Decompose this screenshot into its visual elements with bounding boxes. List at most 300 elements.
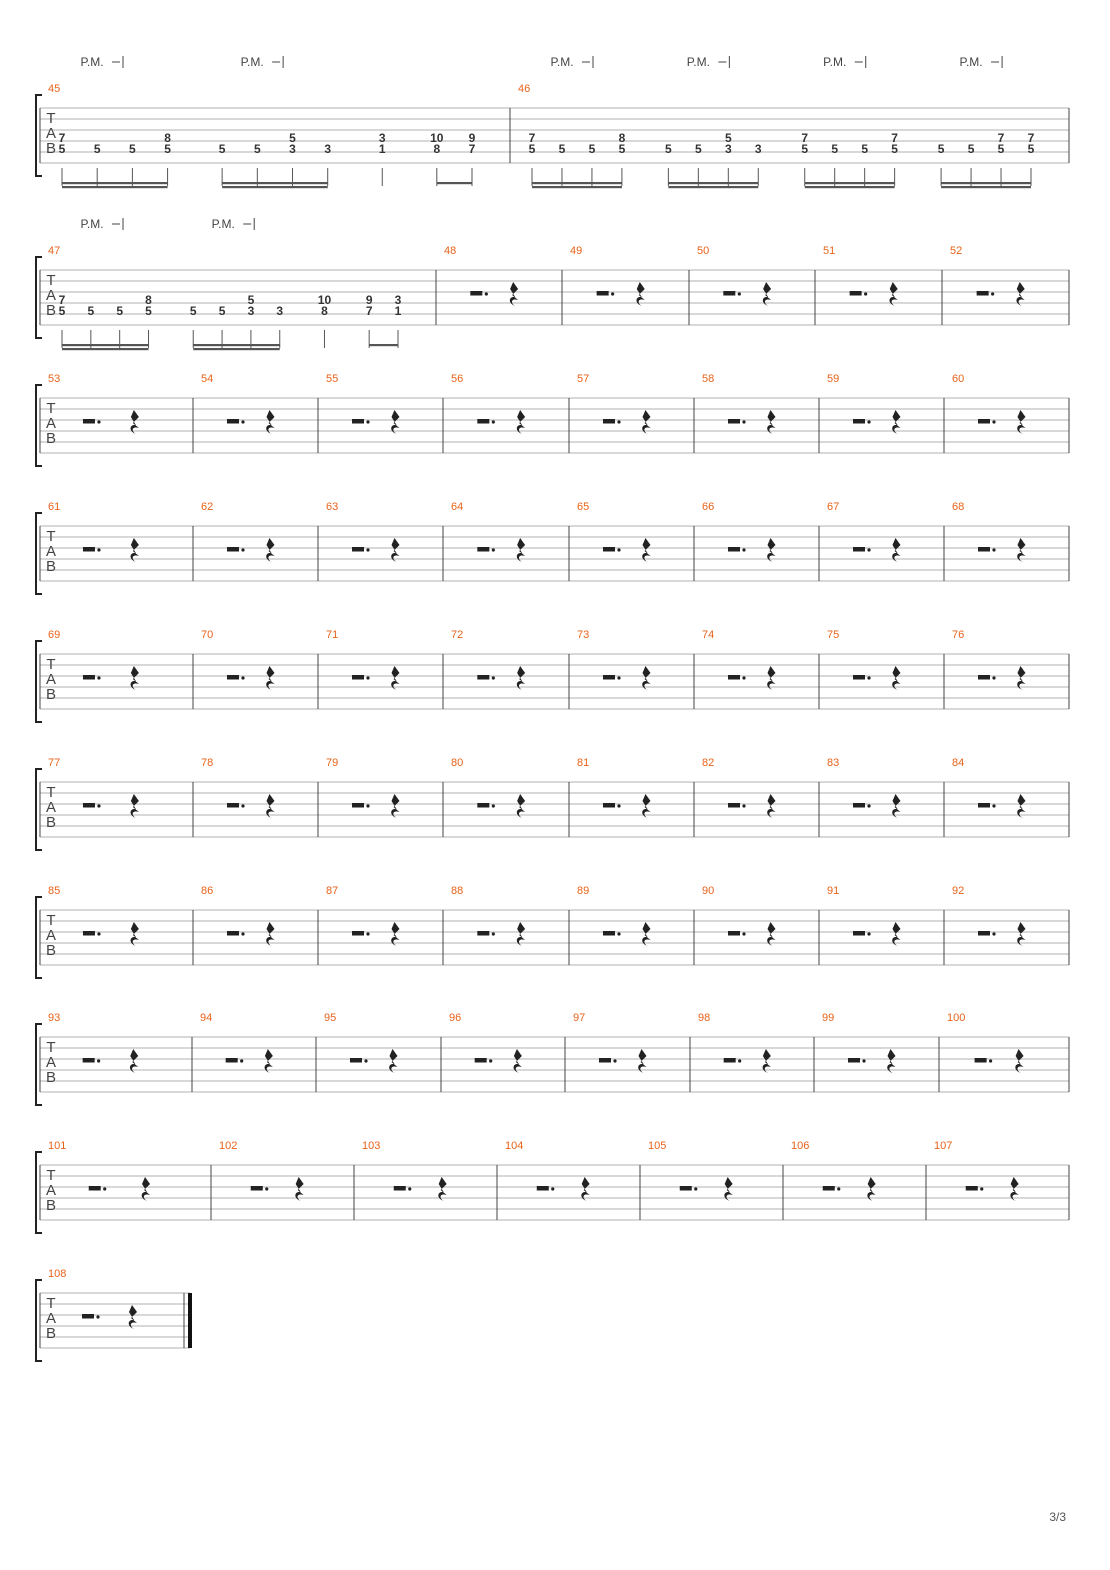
fret-number: 7	[365, 304, 373, 318]
quarter-rest	[767, 922, 775, 946]
quarter-rest	[581, 1177, 589, 1201]
palm-mute-label: P.M.	[823, 55, 847, 69]
fret-number: 5	[528, 142, 536, 156]
quarter-rest	[638, 1049, 646, 1073]
rest-dot	[617, 932, 620, 935]
rest-dot	[837, 1187, 840, 1190]
measure-number: 84	[952, 757, 965, 769]
tab-clef-letter: B	[45, 302, 57, 319]
quarter-rest	[892, 794, 900, 818]
measure-number: 66	[702, 501, 715, 513]
tab-clef-letter: B	[45, 1069, 57, 1086]
quarter-rest	[892, 666, 900, 690]
tab-system-2	[36, 217, 1069, 350]
quarter-rest	[514, 1049, 522, 1073]
half-rest	[89, 1186, 101, 1191]
half-rest	[728, 803, 740, 808]
system-bracket	[36, 1152, 42, 1233]
system-bracket	[36, 513, 42, 594]
rest-dot	[867, 420, 870, 423]
half-rest	[823, 1186, 835, 1191]
measure-number: 83	[827, 757, 840, 769]
half-rest	[251, 1186, 263, 1191]
half-rest	[394, 1186, 406, 1191]
measure-number: 95	[324, 1012, 337, 1024]
measure-number: 85	[48, 885, 61, 897]
fret-number: 5	[218, 142, 226, 156]
rest-dot	[867, 932, 870, 935]
measure-number: 61	[48, 501, 61, 513]
quarter-rest	[129, 1305, 137, 1329]
half-rest	[227, 675, 239, 680]
beam	[369, 344, 398, 346]
rest-dot	[738, 1059, 741, 1062]
rest-dot	[241, 676, 244, 679]
rest-dot	[991, 292, 994, 295]
fret-number: 3	[289, 142, 296, 156]
tab-clef-letter: T	[46, 656, 56, 673]
rest-dot	[862, 1059, 865, 1062]
quarter-rest	[142, 1177, 150, 1201]
measure-number: 70	[201, 629, 214, 641]
fret-number: 3	[378, 131, 386, 145]
rest-dot	[241, 804, 244, 807]
quarter-rest	[642, 794, 650, 818]
half-rest	[226, 1058, 238, 1063]
fret-number: 5	[665, 142, 672, 156]
half-rest	[83, 931, 95, 936]
rest-dot	[617, 420, 620, 423]
quarter-rest	[130, 1049, 138, 1073]
fret-number: 1	[378, 142, 386, 156]
quarter-rest	[295, 1177, 303, 1201]
quarter-rest	[642, 410, 650, 434]
fret-number: 5	[164, 142, 171, 156]
palm-mute-label: P.M.	[80, 55, 104, 69]
half-rest	[83, 803, 95, 808]
fret-number: 7	[58, 131, 66, 145]
quarter-rest	[1017, 538, 1025, 562]
quarter-rest	[892, 410, 900, 434]
rest-dot	[992, 932, 995, 935]
measure-number: 106	[791, 1140, 810, 1152]
half-rest	[599, 1058, 611, 1063]
measure-number: 49	[570, 245, 583, 257]
measure-number: 71	[326, 629, 339, 641]
fret-number: 7	[468, 142, 476, 156]
measure-number: 62	[201, 501, 214, 513]
measure-number: 92	[952, 885, 965, 897]
half-rest	[82, 1314, 94, 1319]
beam	[668, 182, 758, 184]
measure-number: 77	[48, 757, 61, 769]
half-rest	[227, 419, 239, 424]
fret-number: 5	[289, 131, 296, 145]
half-rest	[978, 419, 990, 424]
tab-clef-letter: T	[46, 400, 56, 417]
quarter-rest	[266, 794, 274, 818]
tab-clef-letter: T	[46, 1167, 56, 1184]
rest-dot	[551, 1187, 554, 1190]
quarter-rest	[1016, 282, 1024, 306]
measure-number: 105	[648, 1140, 667, 1152]
measure-number: 53	[48, 373, 61, 385]
fret-number: 10	[317, 293, 332, 307]
fret-number: 3	[247, 304, 255, 318]
rest-dot	[241, 932, 244, 935]
beam	[532, 182, 622, 184]
fret-number: 5	[588, 142, 596, 156]
tab-clef-letter: A	[45, 1310, 57, 1327]
rest-dot	[694, 1187, 697, 1190]
system-bracket	[36, 769, 42, 850]
quarter-rest	[1017, 410, 1025, 434]
system-bracket	[36, 641, 42, 722]
measure-number: 91	[827, 885, 840, 897]
half-rest	[537, 1186, 549, 1191]
tab-clef-letter: T	[46, 784, 56, 801]
tab-clef-letter: B	[45, 140, 57, 157]
rest-dot	[492, 804, 495, 807]
measure-number: 96	[449, 1012, 462, 1024]
quarter-rest	[266, 410, 274, 434]
half-rest	[603, 419, 615, 424]
quarter-rest	[391, 538, 399, 562]
quarter-rest	[1010, 1177, 1018, 1201]
fret-number: 1	[394, 304, 402, 318]
fret-number: 5	[116, 304, 124, 318]
system-bracket	[36, 1024, 42, 1105]
fret-number: 7	[58, 293, 66, 307]
fret-number: 5	[145, 304, 152, 318]
beam	[193, 348, 280, 350]
fret-number: 5	[1027, 142, 1035, 156]
fret-number: 8	[618, 131, 626, 145]
quarter-rest	[131, 666, 139, 690]
rest-dot	[492, 548, 495, 551]
quarter-rest	[1017, 666, 1025, 690]
tab-clef-letter: B	[45, 942, 57, 959]
quarter-rest	[642, 538, 650, 562]
rest-dot	[742, 932, 745, 935]
fret-number: 5	[189, 304, 197, 318]
rest-dot	[992, 804, 995, 807]
fret-number: 3	[276, 304, 284, 318]
half-rest	[352, 931, 364, 936]
fret-number: 5	[218, 304, 226, 318]
quarter-rest	[391, 666, 399, 690]
rest-dot	[617, 804, 620, 807]
tab-system-4	[36, 501, 1069, 594]
rest-dot	[492, 676, 495, 679]
fret-number: 5	[558, 142, 566, 156]
quarter-rest	[517, 538, 525, 562]
half-rest	[350, 1058, 362, 1063]
half-rest	[597, 291, 609, 296]
fret-number: 5	[891, 142, 898, 156]
tab-system-7	[36, 885, 1069, 978]
measure-number: 68	[952, 501, 965, 513]
measure-number: 46	[518, 83, 531, 95]
rest-dot	[408, 1187, 411, 1190]
quarter-rest	[763, 282, 771, 306]
measure-number: 48	[444, 245, 457, 257]
quarter-rest	[636, 282, 644, 306]
fret-number: 3	[724, 142, 732, 156]
measure-number: 82	[702, 757, 715, 769]
half-rest	[977, 291, 989, 296]
beam	[62, 348, 149, 350]
half-rest	[728, 931, 740, 936]
fret-number: 8	[145, 293, 152, 307]
half-rest	[853, 803, 865, 808]
rest-dot	[742, 804, 745, 807]
half-rest	[83, 675, 95, 680]
fret-number: 9	[468, 131, 476, 145]
fret-number: 5	[129, 142, 136, 156]
rest-dot	[867, 804, 870, 807]
quarter-rest	[887, 1049, 895, 1073]
palm-mute-label: P.M.	[686, 55, 710, 69]
half-rest	[848, 1058, 860, 1063]
tab-clef-letter: T	[46, 1295, 56, 1312]
fret-number: 5	[58, 142, 66, 156]
half-rest	[603, 803, 615, 808]
fret-number: 7	[528, 131, 536, 145]
measure-number: 52	[950, 245, 963, 257]
fret-number: 7	[801, 131, 809, 145]
fret-number: 5	[724, 131, 732, 145]
quarter-rest	[642, 922, 650, 946]
beam	[62, 182, 168, 184]
measure-number: 89	[577, 885, 590, 897]
rest-dot	[366, 804, 369, 807]
fret-number: 5	[247, 293, 255, 307]
system-bracket	[36, 897, 42, 978]
half-rest	[83, 419, 95, 424]
half-rest	[227, 931, 239, 936]
beam	[222, 182, 328, 184]
measure-number: 47	[48, 245, 61, 257]
measure-number: 97	[573, 1012, 586, 1024]
rest-dot	[989, 1059, 992, 1062]
fret-number: 10	[430, 131, 444, 145]
half-rest	[966, 1186, 978, 1191]
tab-clef-letter: A	[45, 543, 57, 560]
tab-clef-letter: B	[45, 1197, 57, 1214]
half-rest	[475, 1058, 487, 1063]
final-barline	[188, 1293, 192, 1348]
half-rest	[728, 675, 740, 680]
measure-number: 102	[219, 1140, 238, 1152]
fret-number: 5	[253, 142, 261, 156]
rest-dot	[97, 804, 100, 807]
half-rest	[723, 291, 735, 296]
half-rest	[975, 1058, 987, 1063]
tab-system-1	[36, 55, 1069, 188]
beam	[62, 344, 149, 346]
measure-number: 98	[698, 1012, 711, 1024]
half-rest	[728, 419, 740, 424]
beam	[62, 186, 168, 188]
quarter-rest	[1017, 922, 1025, 946]
rest-dot	[103, 1187, 106, 1190]
measure-number: 67	[827, 501, 840, 513]
beam	[532, 186, 622, 188]
quarter-rest	[767, 538, 775, 562]
half-rest	[850, 291, 862, 296]
fret-number: 5	[831, 142, 839, 156]
measure-number: 75	[827, 629, 840, 641]
quarter-rest	[517, 666, 525, 690]
half-rest	[853, 675, 865, 680]
measure-number: 80	[451, 757, 464, 769]
tab-clef-letter: B	[45, 558, 57, 575]
tab-system-9	[36, 1140, 1069, 1233]
fret-number: 5	[997, 142, 1005, 156]
quarter-rest	[867, 1177, 875, 1201]
measure-number: 64	[451, 501, 464, 513]
fret-number: 5	[87, 304, 95, 318]
tab-clef-letter: T	[46, 528, 56, 545]
rest-dot	[867, 548, 870, 551]
quarter-rest	[391, 794, 399, 818]
quarter-rest	[517, 794, 525, 818]
measure-number: 101	[48, 1140, 67, 1152]
rest-dot	[742, 548, 745, 551]
fret-number: 5	[58, 304, 66, 318]
tab-clef-letter: A	[45, 1182, 57, 1199]
rest-dot	[611, 292, 614, 295]
fret-number: 3	[394, 293, 402, 307]
fret-number: 9	[365, 293, 373, 307]
fret-number: 3	[754, 142, 762, 156]
rest-dot	[992, 420, 995, 423]
half-rest	[603, 675, 615, 680]
half-rest	[352, 803, 364, 808]
half-rest	[853, 419, 865, 424]
quarter-rest	[1015, 1049, 1023, 1073]
tab-clef-letter: A	[45, 671, 57, 688]
half-rest	[724, 1058, 736, 1063]
half-rest	[680, 1186, 692, 1191]
tab-clef-letter: B	[45, 430, 57, 447]
tab-clef-letter: T	[46, 912, 56, 929]
measure-number: 60	[952, 373, 965, 385]
rest-dot	[241, 548, 244, 551]
quarter-rest	[438, 1177, 446, 1201]
measure-number: 103	[362, 1140, 381, 1152]
half-rest	[603, 547, 615, 552]
rest-dot	[265, 1187, 268, 1190]
measure-number: 50	[697, 245, 710, 257]
rest-dot	[366, 548, 369, 551]
measure-number: 79	[326, 757, 339, 769]
rest-dot	[613, 1059, 616, 1062]
rest-dot	[617, 548, 620, 551]
measure-number: 81	[577, 757, 590, 769]
tab-clef-letter: B	[45, 814, 57, 831]
fret-number: 7	[891, 131, 898, 145]
fret-number: 5	[694, 142, 702, 156]
beam	[805, 182, 895, 184]
half-rest	[83, 1058, 95, 1063]
half-rest	[477, 547, 489, 552]
measure-number: 99	[822, 1012, 835, 1024]
tab-clef-letter: A	[45, 927, 57, 944]
quarter-rest	[389, 1049, 397, 1073]
rest-dot	[241, 420, 244, 423]
tab-clef-letter: A	[45, 799, 57, 816]
fret-number: 8	[164, 131, 171, 145]
rest-dot	[992, 676, 995, 679]
half-rest	[853, 931, 865, 936]
beam	[437, 182, 472, 184]
system-bracket	[36, 1280, 42, 1361]
fret-number: 3	[324, 142, 332, 156]
half-rest	[477, 419, 489, 424]
quarter-rest	[642, 666, 650, 690]
measure-number: 108	[48, 1268, 67, 1280]
quarter-rest	[391, 410, 399, 434]
beam	[941, 182, 1031, 184]
beam	[668, 186, 758, 188]
fret-number: 7	[997, 131, 1005, 145]
palm-mute-label: P.M.	[80, 217, 104, 231]
rest-dot	[97, 548, 100, 551]
measure-number: 76	[952, 629, 965, 641]
fret-number: 5	[937, 142, 945, 156]
measure-number: 69	[48, 629, 61, 641]
quarter-rest	[767, 410, 775, 434]
measure-number: 73	[577, 629, 590, 641]
quarter-rest	[763, 1049, 771, 1073]
quarter-rest	[889, 282, 897, 306]
quarter-rest	[1017, 794, 1025, 818]
half-rest	[978, 675, 990, 680]
quarter-rest	[767, 794, 775, 818]
measure-number: 94	[200, 1012, 213, 1024]
page-number: 3/3	[1049, 1510, 1066, 1524]
tab-clef-letter: T	[46, 110, 56, 127]
tab-system-10	[36, 1268, 190, 1361]
half-rest	[978, 547, 990, 552]
rest-dot	[867, 676, 870, 679]
half-rest	[477, 675, 489, 680]
palm-mute-label: P.M.	[550, 55, 574, 69]
measure-number: 58	[702, 373, 715, 385]
measure-number: 55	[326, 373, 339, 385]
rest-dot	[864, 292, 867, 295]
palm-mute-label: P.M.	[240, 55, 264, 69]
rest-dot	[97, 420, 100, 423]
measure-number: 72	[451, 629, 464, 641]
half-rest	[853, 547, 865, 552]
quarter-rest	[265, 1049, 273, 1073]
quarter-rest	[131, 922, 139, 946]
tab-clef-letter: A	[45, 415, 57, 432]
beam	[193, 344, 280, 346]
measure-number: 107	[934, 1140, 953, 1152]
half-rest	[603, 931, 615, 936]
tab-clef-letter: T	[46, 272, 56, 289]
tab-clef-letter: A	[45, 287, 57, 304]
fret-number: 7	[1027, 131, 1035, 145]
rest-dot	[240, 1059, 243, 1062]
measure-number: 100	[947, 1012, 966, 1024]
rest-dot	[364, 1059, 367, 1062]
measure-number: 90	[702, 885, 715, 897]
